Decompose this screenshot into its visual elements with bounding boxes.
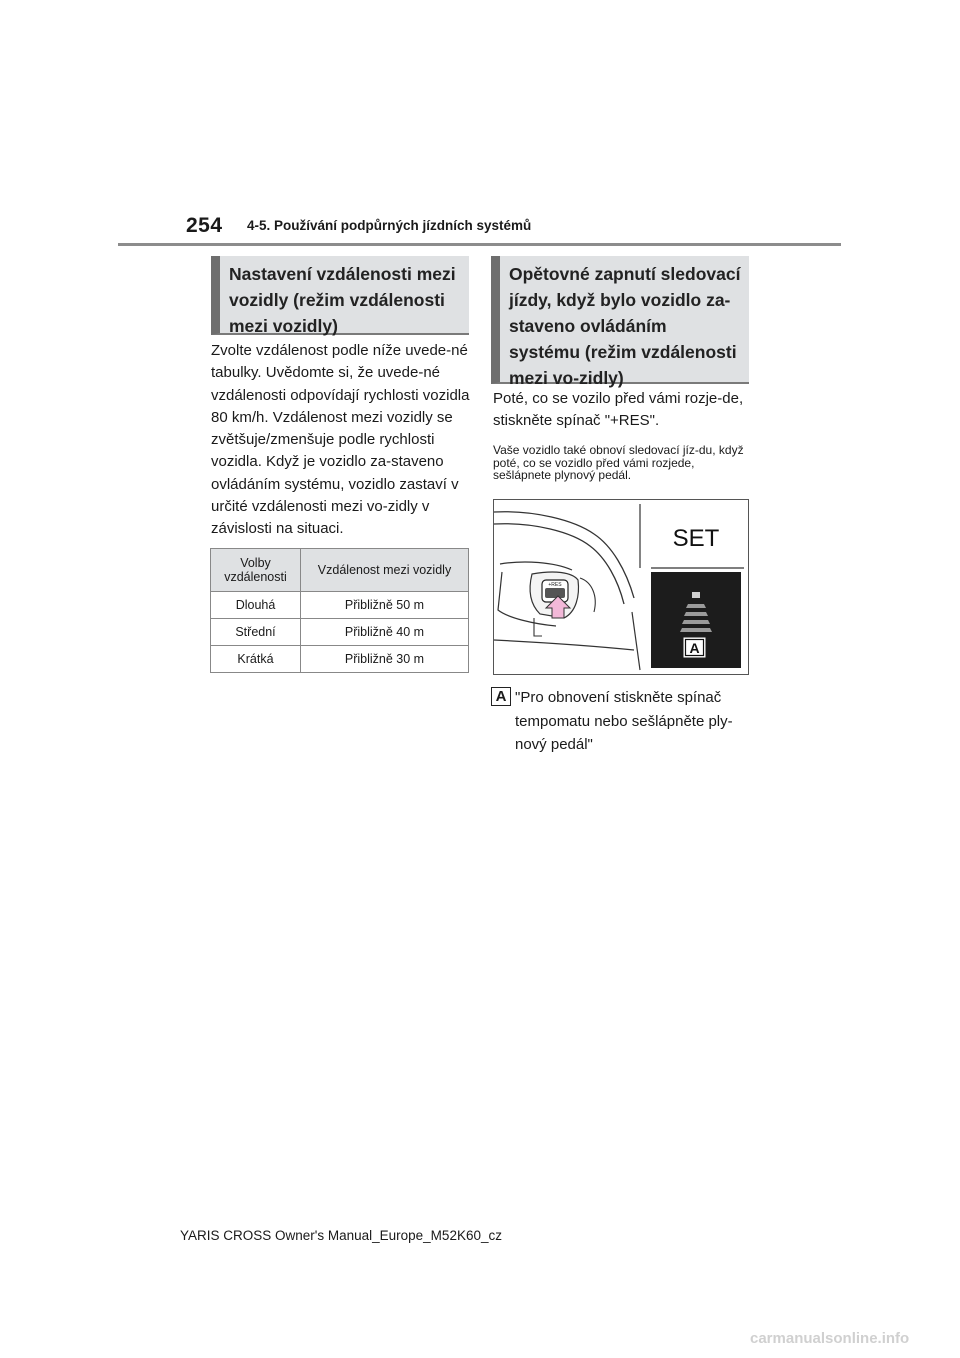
resume-follow-paragraph: Poté, co se vozilo před vámi rozje-de, stiskněte spínač "+RES". [493,390,744,430]
callout-description: "Pro obnovení stiskněte spínač tempomatu nebo sešlápněte ply-nový pedál" [515,689,733,753]
distance-table [210,548,469,673]
header-rule [118,243,841,246]
display-set-text: SET [672,525,720,552]
table-header-cell: Vzdálenost mezi vozidly [301,549,469,592]
table-cell: Krátká [211,646,301,673]
watermark: carmanualsonline.info [750,1330,910,1347]
chapter-title: 4-5. Používání podpůrných jízdních systémů [247,218,532,233]
table-cell: Přibližně 30 m [301,646,469,673]
section-heading-resume-follow: Opětovné zapnutí sledovací jízdy, když bylo vozidlo za-staveno ovládáním systému (režim vzdálenosti mezi vo-zidly) [491,256,749,384]
resume-follow-note: Vaše vozidlo také obnoví sledovací jíz-du, když poté, co se vozidlo před vámi rozjede, sešlápnete plynový pedál. [493,443,744,482]
table-cell: Přibližně 40 m [301,619,469,646]
footer-text: YARIS CROSS Owner's Manual_Europe_M52K60_cz [180,1228,502,1243]
callout-badge: A [491,687,511,706]
res-button-label: +RES [548,582,562,588]
table-row [211,646,469,673]
steering-wheel-drawing [494,500,748,674]
section-heading-distance-setting: Nastavení vzdálenosti mezi vozidly (režim vzdálenosti mezi vozidly) [211,256,469,335]
display-callout-letter: A [689,640,700,656]
table-cell: Přibližně 50 m [301,592,469,619]
table-cell: Střední [211,619,301,646]
table-row [211,592,469,619]
table-header-row [211,549,469,592]
table-row [211,619,469,646]
steering-switch-illustration [493,499,749,675]
table-cell: Dlouhá [211,592,301,619]
page-number: 254 [186,214,223,237]
distance-setting-paragraph: Zvolte vzdálenost podle níže uvede-né tabulky. Uvědomte si, že uvede-né vzdálenosti odpovídají rychlosti vozidla 80 km/h. Vzdálenost mezi vozidly se zvětšuje/zmenšuje podle rychlosti vozidla. Když je vozidlo za-staveno ovládáním systému, vozidlo zastaví v určité vzdálenosti mezi vo-zidly v závislosti na situaci. [211,342,470,538]
table-header-cell: Volby vzdálenosti [211,549,301,592]
